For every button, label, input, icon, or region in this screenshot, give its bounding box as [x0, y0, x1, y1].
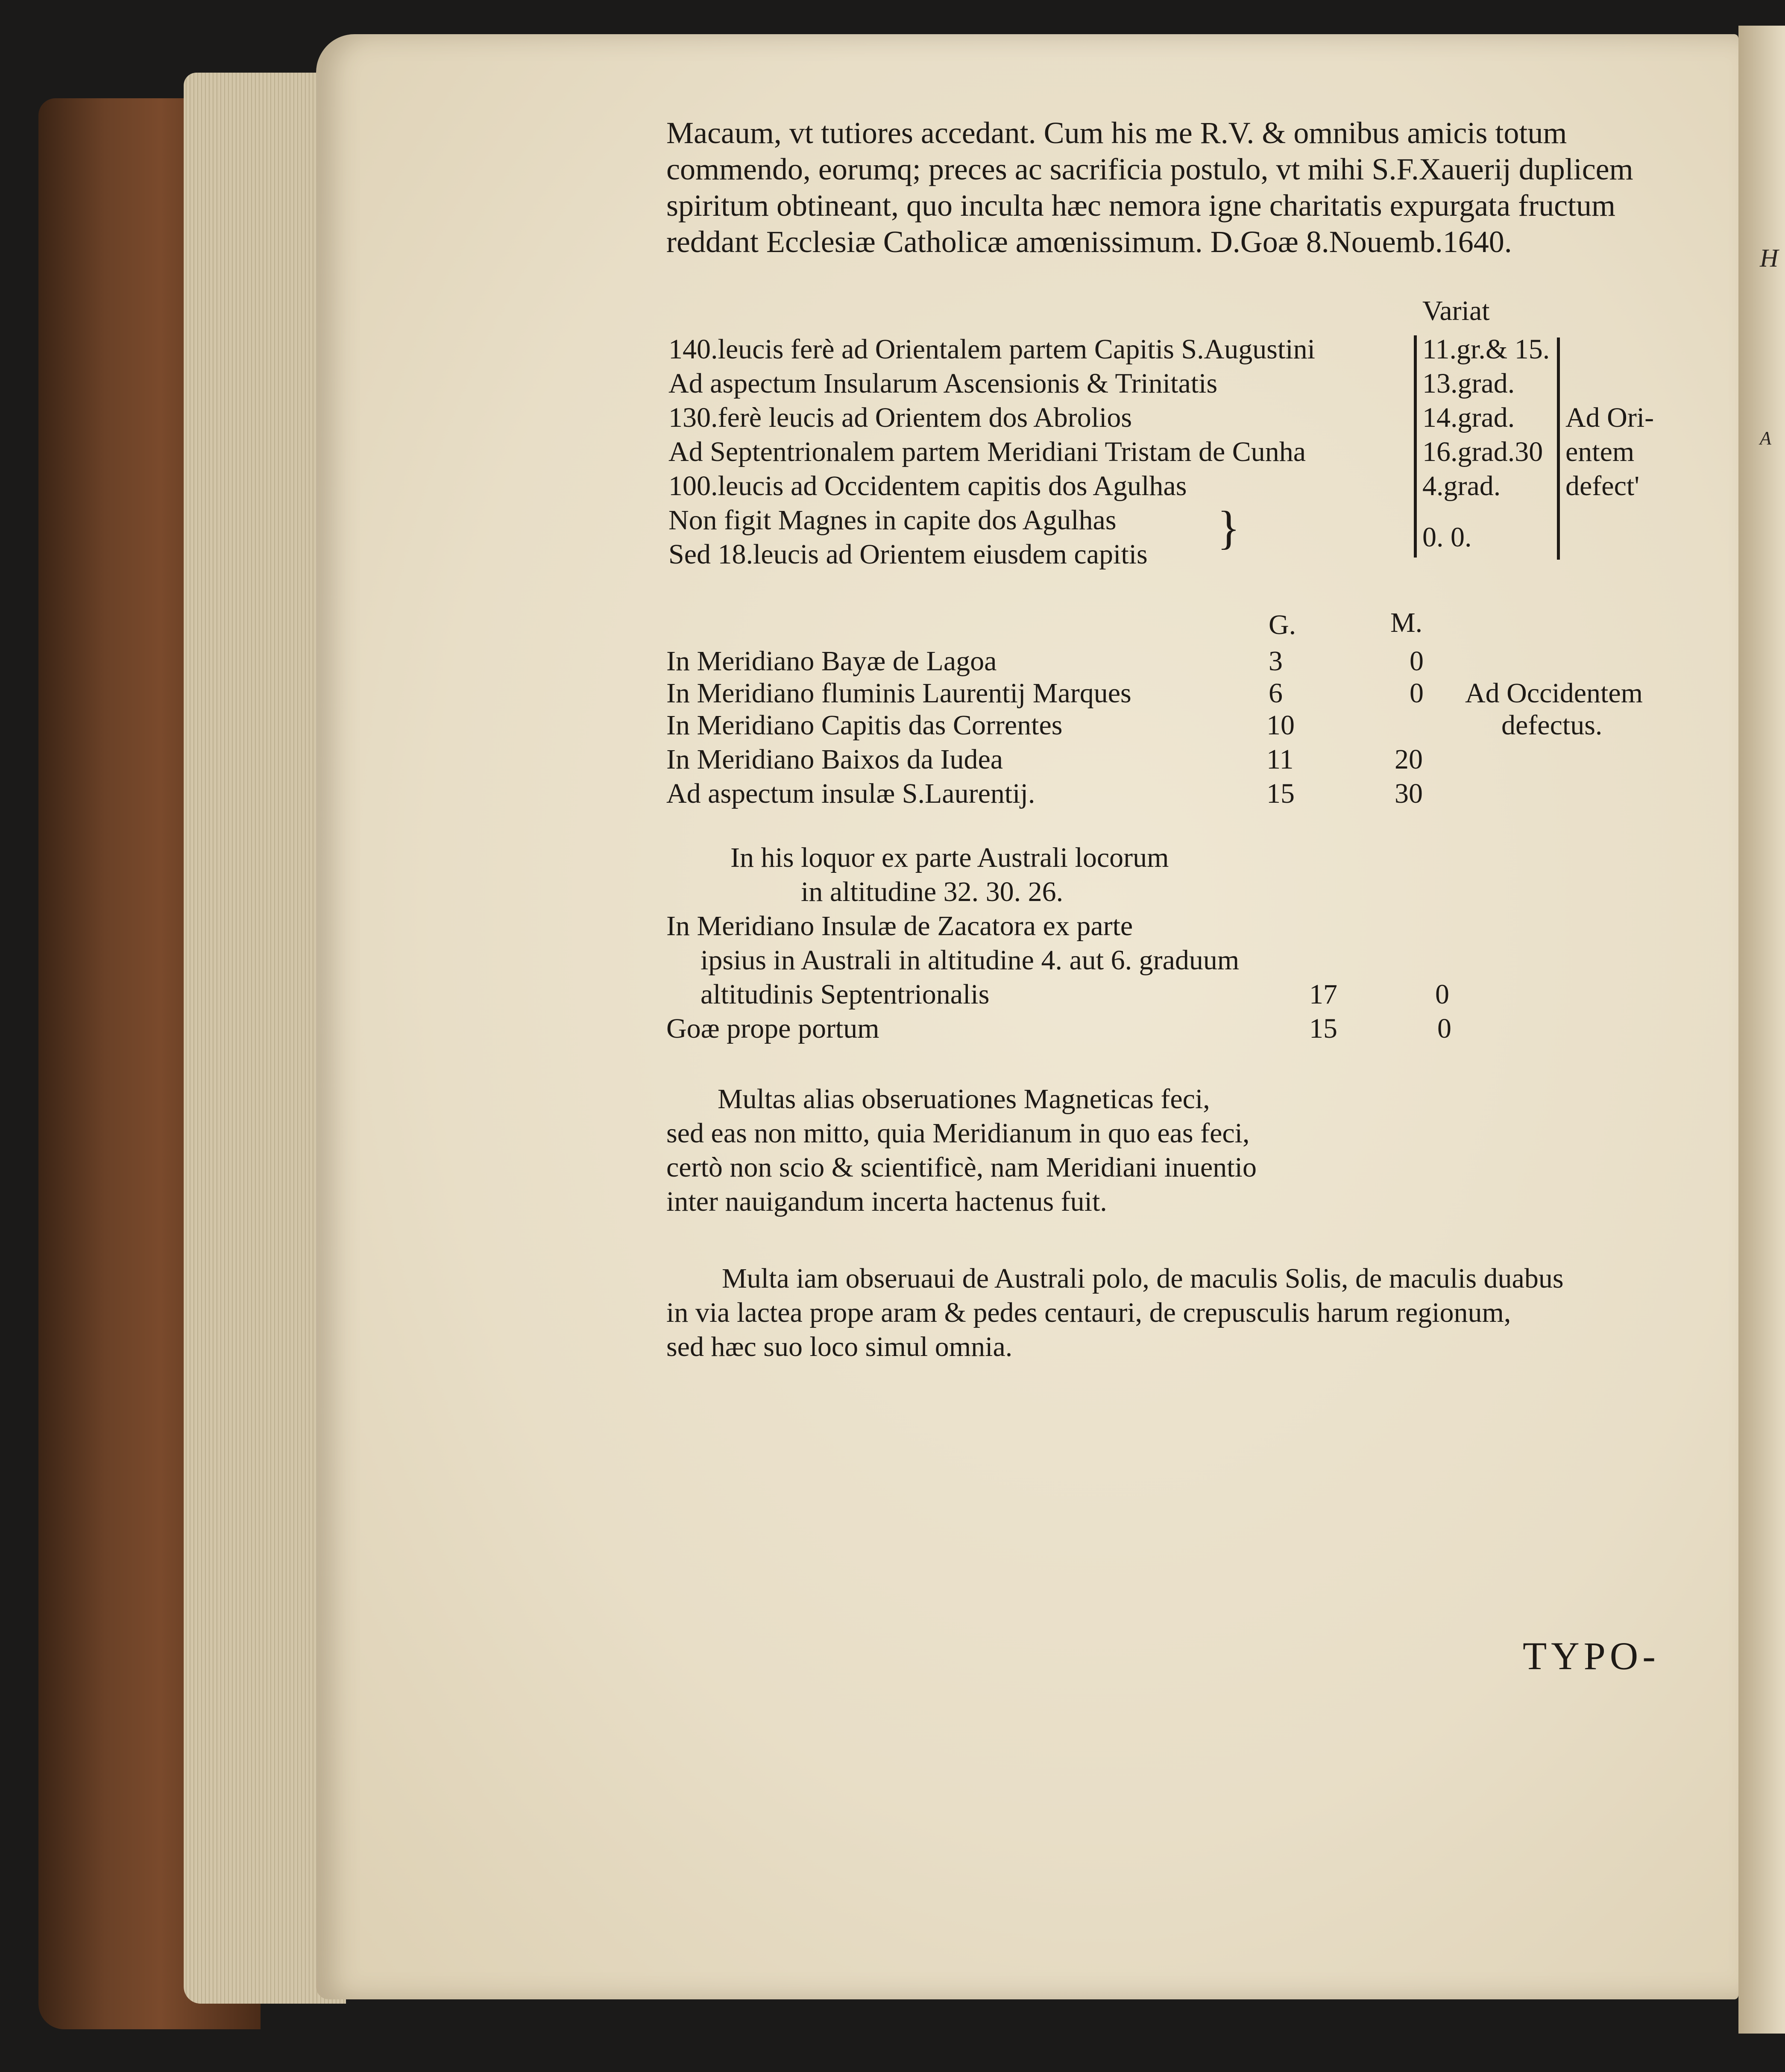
table-row-place: Ad aspectum Insularum Ascensionis & Trinitatis [668, 368, 1218, 399]
text-line: sed hæc suo loco simul omnia. [666, 1331, 1013, 1362]
table-cell-g: 6 [1269, 678, 1283, 709]
table-row-value: 14.grad. [1422, 402, 1515, 433]
adjacent-page-fragment: A [1760, 428, 1771, 449]
text-line: in altitudine 32. 30. 26. [801, 876, 1064, 907]
table-row-place: Ad aspectum insulæ S.Laurentij. [666, 778, 1035, 809]
table-cell-g: 3 [1269, 646, 1283, 677]
text-line: commendo, eorumq; preces ac sacrificia postulo, vt mihi S.F.Xauerij duplicem [666, 152, 1633, 186]
side-note-line: entem [1565, 436, 1635, 467]
table-row-value: 4.grad. [1422, 470, 1501, 502]
text-line: Multas alias obseruationes Magneticas feci, [718, 1083, 1210, 1115]
table-row-place: In Meridiano Bayæ de Lagoa [666, 646, 997, 677]
table-cell-g: 17 [1309, 979, 1337, 1010]
text-line: in via lactea prope aram & pedes centauri, de crepusculis harum regionum, [666, 1297, 1511, 1328]
table-row-place: 130.ferè leucis ad Orientem dos Abrolios [668, 402, 1132, 433]
table-row-place: In Meridiano Capitis das Correntes [666, 710, 1063, 741]
table-cell-m: 0 [1437, 1013, 1451, 1044]
table-cell-g: 11 [1266, 744, 1294, 775]
table-row-place: Goæ prope portum [666, 1013, 879, 1044]
side-note-line: Ad Ori- [1565, 402, 1654, 433]
catchword: TYPO- [1523, 1634, 1660, 1678]
brace-mark: } [1217, 502, 1240, 554]
adjacent-page-edge [1738, 26, 1785, 2034]
table-cell-m: 20 [1395, 744, 1423, 775]
column-header-g: G. [1269, 609, 1296, 640]
table-row-place: 100.leucis ad Occidentem capitis dos Agulhas [668, 470, 1187, 502]
table-cell-g: 15 [1266, 778, 1295, 809]
table-row-place: In Meridiano Insulæ de Zacatora ex parte [666, 910, 1133, 942]
table-row-place: Non figit Magnes in capite dos Agulhas [668, 505, 1117, 536]
text-line: Macaum, vt tutiores accedant. Cum his me R.V. & omnibus amicis totum [666, 116, 1567, 150]
text-line: spiritum obtineant, quo inculta hæc nemora igne charitatis expurgata fructum [666, 188, 1616, 223]
table-cell-m: 0 [1410, 646, 1424, 677]
column-header-m: M. [1390, 607, 1423, 638]
table-cell-m: 30 [1395, 778, 1423, 809]
table-row-value: 0. 0. [1422, 522, 1472, 553]
text-line: sed eas non mitto, quia Meridianum in quo eas feci, [666, 1118, 1250, 1149]
adjacent-page-fragment: H [1760, 244, 1779, 272]
table-row-place: ipsius in Australi in altitudine 4. aut 6. graduum [701, 945, 1240, 976]
column-rule [1414, 335, 1417, 558]
table-row-place: Ad Septentrionalem partem Meridiani Tristam de Cunha [668, 436, 1306, 467]
text-line: reddant Ecclesiæ Catholicæ amœnissimum. D.Goæ 8.Nouemb.1640. [666, 225, 1512, 259]
table-row-value: 16.grad.30 [1422, 436, 1543, 467]
table-row-place: In Meridiano Baixos da Iudea [666, 744, 1003, 775]
table-row-place: In Meridiano fluminis Laurentij Marques [666, 678, 1131, 709]
table-cell-g: 15 [1309, 1013, 1337, 1044]
text-line: inter nauigandum incerta hactenus fuit. [666, 1186, 1107, 1217]
side-note-line: defectus. [1501, 710, 1603, 741]
table-row-place: Sed 18.leucis ad Orientem eiusdem capitis [668, 539, 1148, 570]
text-line: In his loquor ex parte Australi locorum [730, 842, 1169, 873]
column-rule [1557, 338, 1560, 560]
side-note-line: Ad Occidentem [1465, 678, 1643, 709]
table-row-value: 11.gr.& 15. [1422, 334, 1550, 365]
table-row-value: 13.grad. [1422, 368, 1515, 399]
table-cell-m: 0 [1435, 979, 1449, 1010]
table-row-place: altitudinis Septentrionalis [701, 979, 990, 1010]
table-row-place: 140.leucis ferè ad Orientalem partem Capitis S.Augustini [668, 334, 1315, 365]
table-cell-m: 0 [1410, 678, 1424, 709]
text-line: Multa iam obseruaui de Australi polo, de maculis Solis, de maculis duabus [722, 1263, 1564, 1294]
text-line: certò non scio & scientificè, nam Meridiani inuentio [666, 1152, 1257, 1183]
table-cell-g: 10 [1266, 710, 1295, 741]
column-header: Variat [1422, 295, 1490, 326]
side-note-line: defect' [1565, 470, 1640, 502]
book-page [316, 34, 1738, 1999]
